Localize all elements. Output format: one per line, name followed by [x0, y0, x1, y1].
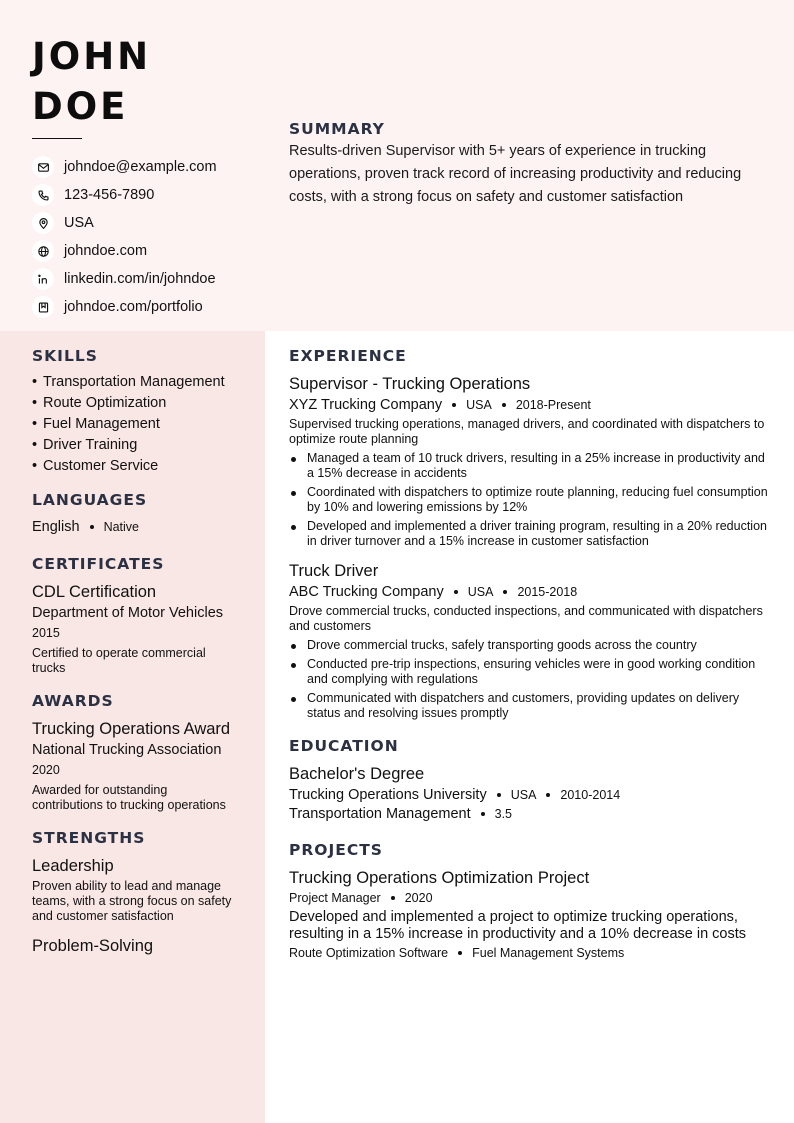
- job-bullet-text: Managed a team of 10 truck drivers, resulting in a 25% increase in productivity and a 15% decrease in accidents: [307, 451, 765, 480]
- separator-dot: [452, 403, 456, 407]
- project-tools: [289, 946, 770, 960]
- job-location: USA: [466, 398, 492, 412]
- contact-phone[interactable]: [32, 181, 265, 209]
- contact-portfolio-text: johndoe.com/portfolio: [64, 299, 203, 315]
- school-location: USA: [510, 788, 537, 802]
- job-bullet: [289, 691, 770, 721]
- header-panel: [0, 0, 265, 331]
- location-icon: [32, 212, 54, 234]
- job-bullet: [289, 657, 770, 687]
- degree: Bachelor's Degree: [289, 765, 425, 783]
- linkedin-icon: [32, 268, 54, 290]
- award-title: Trucking Operations Award: [32, 720, 231, 738]
- job-description: Supervised trucking operations, managed drivers, and coordinated with dispatchers to optimize route planning: [289, 417, 765, 446]
- job-bullet-text: Communicated with dispatchers and customers, providing updates on delivery status and resolving issues promptly: [307, 691, 740, 720]
- skill-item: • Fuel Management: [32, 416, 160, 432]
- skill-item: • Customer Service: [32, 458, 159, 474]
- project-description: Developed and implemented a project to optimize trucking operations, resulting in a 15% increase in productivity and a 10% decrease in costs: [289, 909, 747, 942]
- job-description: Drove commercial trucks, conducted inspections, and communicated with dispatchers and customers: [289, 604, 763, 633]
- education-field-row: [289, 806, 770, 822]
- project-item: [289, 868, 770, 960]
- education-meta: [289, 787, 770, 803]
- job-company: XYZ Trucking Company: [289, 397, 443, 413]
- globe-icon: [32, 240, 54, 262]
- separator-dot: [503, 590, 507, 594]
- contact-website[interactable]: [32, 237, 265, 265]
- experience-heading: EXPERIENCE: [289, 347, 407, 365]
- certificate-description: Certified to operate commercial trucks: [32, 646, 206, 675]
- separator-dot: [458, 951, 462, 955]
- certificate-issuer: Department of Motor Vehicles: [32, 605, 224, 621]
- name-last: DOE: [32, 85, 129, 128]
- strengths-heading: STRENGTHS: [32, 829, 146, 847]
- job-title: Truck Driver: [289, 562, 379, 580]
- name-first: JOHN: [32, 35, 152, 78]
- phone-icon: [32, 184, 54, 206]
- award-issuer: National Trucking Association: [32, 742, 222, 758]
- job-bullet-text: Conducted pre-trip inspections, ensuring vehicles were in good working condition and complying with regulations: [307, 657, 756, 686]
- certificate-year: 2015: [32, 626, 60, 640]
- project-title: Trucking Operations Optimization Project: [289, 869, 590, 887]
- contact-portfolio[interactable]: [32, 293, 265, 321]
- skill-item: • Route Optimization: [32, 395, 167, 411]
- separator-dot: [454, 590, 458, 594]
- main-content: [265, 331, 794, 1123]
- education-item: [289, 764, 770, 822]
- skills-heading: SKILLS: [32, 347, 98, 365]
- education-dates: 2010-2014: [560, 788, 621, 802]
- separator-dot: [546, 793, 550, 797]
- portfolio-icon: [32, 296, 54, 318]
- education-heading: EDUCATION: [289, 737, 399, 755]
- job-company: ABC Trucking Company: [289, 584, 444, 600]
- skill-item: • Transportation Management: [32, 374, 225, 390]
- project-role: Project Manager: [289, 891, 381, 905]
- project-tool: Route Optimization Software: [289, 946, 449, 960]
- projects-heading: PROJECTS: [289, 841, 383, 859]
- summary-panel: [265, 0, 794, 331]
- job-location: USA: [467, 585, 494, 599]
- contact-location-text: USA: [64, 215, 94, 231]
- gpa: 3.5: [494, 807, 513, 821]
- award-description: Awarded for outstanding contributions to trucking operations: [32, 783, 226, 812]
- job-bullet-text: Coordinated with dispatchers to optimize route planning, reducing fuel consumption by 10% and lowering emissions by 12%: [307, 485, 768, 514]
- skill-item: • Driver Training: [32, 437, 138, 453]
- language-item: [32, 519, 241, 535]
- job-bullet: [289, 638, 770, 653]
- project-year: 2020: [404, 891, 433, 905]
- certificate-item: [32, 582, 241, 676]
- certificates-heading: CERTIFICATES: [32, 555, 165, 573]
- award-item: [32, 719, 241, 813]
- skill-label: Fuel Management: [43, 416, 160, 432]
- skill-label: Route Optimization: [43, 395, 167, 411]
- language-level: Native: [103, 520, 139, 534]
- project-meta: [289, 891, 770, 905]
- certificate-title: CDL Certification: [32, 583, 157, 601]
- contact-website-text: johndoe.com: [64, 243, 148, 259]
- strength-description: Proven ability to lead and manage teams, with a strong focus on safety and customer satisfaction: [32, 879, 232, 923]
- job-bullet: [289, 519, 770, 549]
- separator-dot: [497, 793, 501, 797]
- school-name: Trucking Operations University: [289, 787, 487, 803]
- experience-item: [289, 374, 770, 549]
- language-name: English: [32, 519, 80, 535]
- contact-location: [32, 209, 265, 237]
- skills-list: [32, 374, 241, 475]
- job-bullet: [289, 451, 770, 481]
- job-bullets: [289, 451, 770, 549]
- languages-heading: LANGUAGES: [32, 491, 148, 509]
- separator-dot: [481, 812, 485, 816]
- separator-dot: [391, 896, 395, 900]
- separator-dot: [502, 403, 506, 407]
- job-meta: [289, 584, 770, 600]
- contact-phone-text: 123-456-7890: [64, 187, 155, 203]
- job-dates: 2018-Present: [515, 398, 591, 412]
- name-divider: [32, 138, 82, 139]
- job-title: Supervisor - Trucking Operations: [289, 375, 531, 393]
- strength-item: [32, 936, 241, 956]
- strength-title: Problem-Solving: [32, 937, 154, 955]
- job-dates: 2015-2018: [517, 585, 578, 599]
- strength-title: Leadership: [32, 857, 114, 875]
- contact-linkedin-text: linkedin.com/in/johndoe: [64, 271, 216, 287]
- job-meta: [289, 397, 770, 413]
- summary-heading: SUMMARY: [289, 120, 385, 138]
- contact-linkedin[interactable]: [32, 265, 265, 293]
- job-bullet-text: Drove commercial trucks, safely transporting goods across the country: [307, 638, 697, 652]
- skill-label: Driver Training: [43, 437, 138, 453]
- project-tool: Fuel Management Systems: [472, 946, 625, 960]
- job-bullet: [289, 485, 770, 515]
- summary-text: Results-driven Supervisor with 5+ years of experience in trucking operations, proven track record of increasing productivity and reducing costs, with a strong focus on safety and customer satisfaction: [289, 143, 742, 205]
- contact-email-text: johndoe@example.com: [64, 159, 217, 175]
- skill-label: Transportation Management: [43, 374, 225, 390]
- field-of-study: Transportation Management: [289, 806, 471, 822]
- skill-label: Customer Service: [43, 458, 159, 474]
- email-icon: [32, 156, 54, 178]
- contact-email[interactable]: [32, 153, 265, 181]
- experience-item: [289, 561, 770, 721]
- sidebar: [0, 331, 265, 1123]
- awards-heading: AWARDS: [32, 692, 114, 710]
- award-year: 2020: [32, 763, 60, 777]
- separator-dot: [90, 525, 94, 529]
- strength-item: [32, 856, 241, 924]
- job-bullets: [289, 638, 770, 721]
- job-bullet-text: Developed and implemented a driver training program, resulting in a 20% reduction in driver turnover and a 15% increase in customer satisfaction: [307, 519, 767, 548]
